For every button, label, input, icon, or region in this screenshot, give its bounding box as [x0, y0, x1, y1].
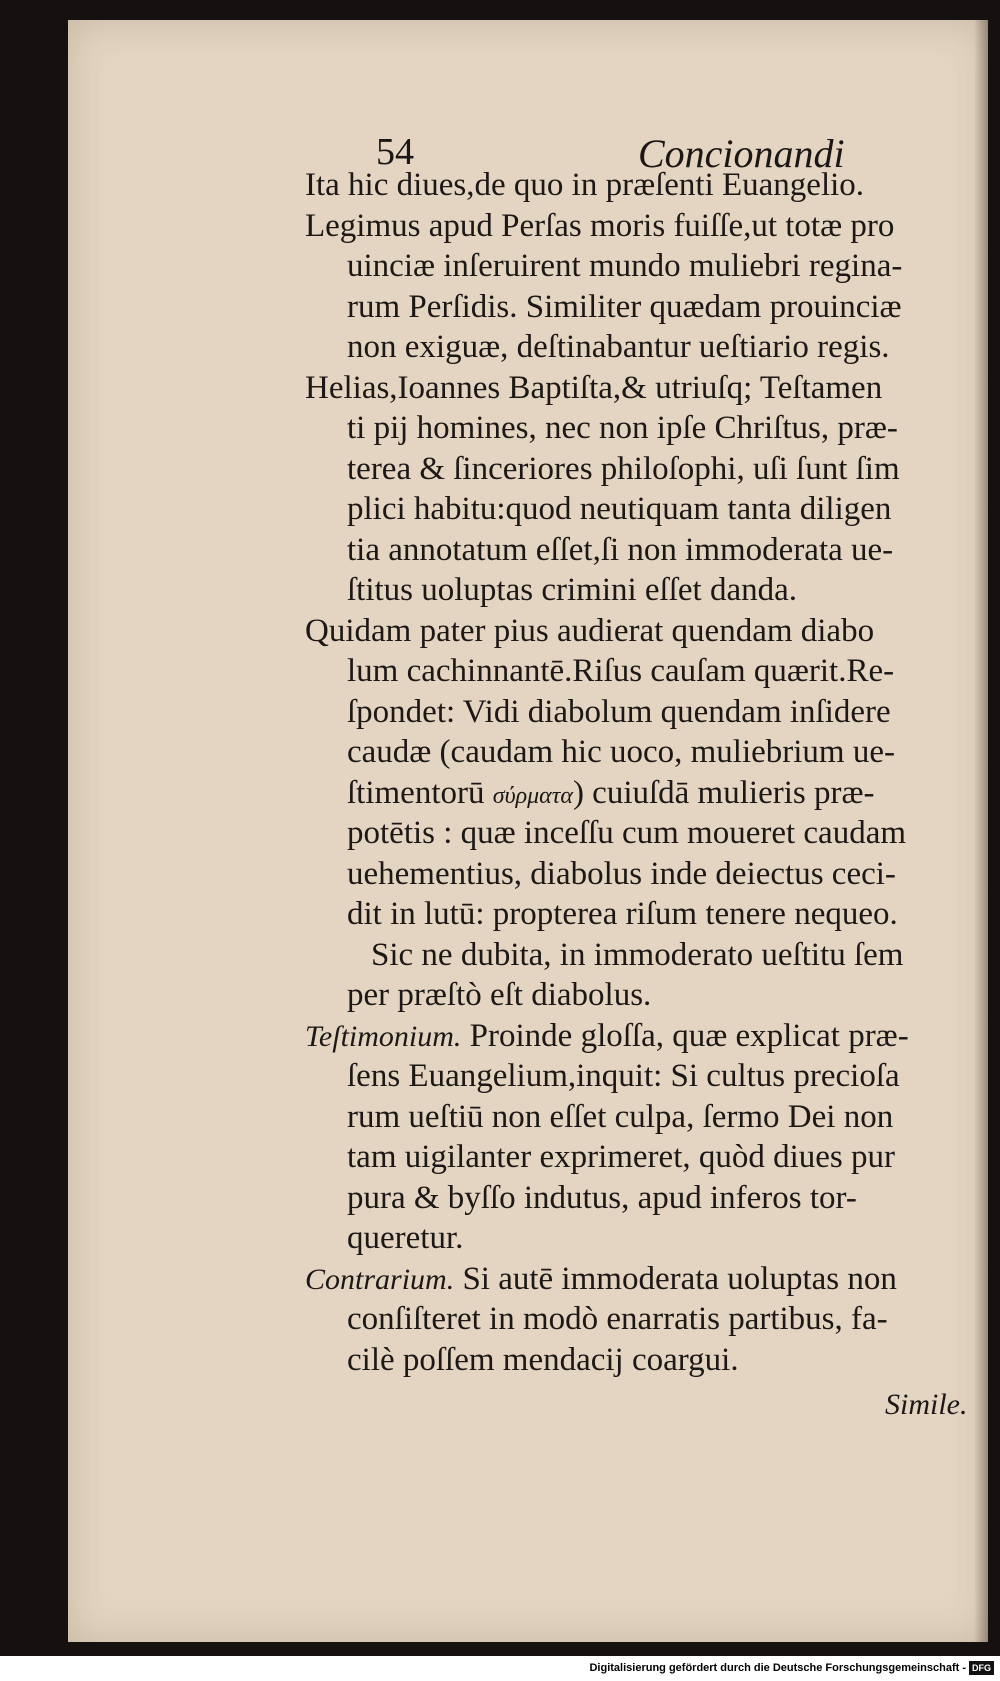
text-line: queretur.	[347, 1220, 464, 1256]
text-line: rum ueſtiū non eſſet culpa, ſermo Dei non	[347, 1098, 894, 1135]
page-number: 54	[376, 131, 414, 173]
text-line: ſpondet: Vidi diabolum quendam inſidere	[347, 693, 891, 730]
text-line: Contrarium. Si autē immoderata uoluptas non	[305, 1260, 897, 1297]
catchword: Simile.	[885, 1388, 968, 1421]
body-text	[305, 165, 995, 1380]
text-line: Teſtimonium. Proinde gloſſa, quæ explicat præ-	[305, 1017, 909, 1054]
text-line: Quidam pater pius audierat quendam diabo	[305, 612, 875, 649]
text-line: conſiſteret in modò enarratis partibus, fa-	[347, 1301, 888, 1337]
text-line: tam uigilanter exprimeret, quòd diues pur	[347, 1139, 896, 1175]
text-line: Ita hic diues,de quo in præſenti Euangelio.	[305, 167, 865, 203]
text-line: Sic ne dubita, in immoderato ueſtitu ſem	[371, 936, 904, 973]
text-line: dit in lutū: propterea riſum tenere nequeo.	[347, 896, 898, 932]
text-line: potētis : quæ inceſſu cum moueret caudam	[347, 815, 907, 851]
footer-credit: Digitalisierung gefördert durch die Deutsche Forschungsgemeinschaft -	[589, 1662, 966, 1674]
text-line: Helias,Ioannes Baptiſta,& utriuſq; Teſtamen	[305, 369, 883, 406]
text-line: tia annotatum eſſet,ſi non immoderata ue-	[347, 531, 894, 568]
text-line: uehementius, diabolus inde deiectus ceci-	[347, 855, 896, 892]
text-line: terea & ſinceriores philoſophi, uſi ſunt ſim	[347, 450, 900, 487]
text-line: caudæ (caudam hic uoco, muliebrium ue-	[347, 734, 895, 770]
marginal-note: Teſtimonium.	[305, 1019, 462, 1053]
text-line: ſtitus uoluptas crimini eſſet danda.	[347, 572, 797, 608]
greek-word: σύρματα	[492, 782, 573, 809]
text-line: cilè poſſem mendacij coargui.	[347, 1341, 739, 1378]
text-line: rum Perſidis. Similiter quædam prouinciæ	[347, 288, 902, 325]
footer-bar	[0, 1656, 1000, 1681]
text-line: uinciæ inſeruirent mundo muliebri regina-	[347, 248, 903, 284]
text-line: ſtimentorū σύρματα) cuiuſdā mulieris præ-	[347, 774, 875, 811]
text-line: Legimus apud Perſas moris fuiſſe,ut totæ pro	[305, 207, 895, 244]
text-line: ſens Euangelium,inquit: Si cultus precioſa	[347, 1058, 900, 1094]
marginal-note: Contrarium.	[305, 1262, 455, 1296]
text-line: ti pij homines, nec non ipſe Chriſtus, præ-	[347, 410, 898, 446]
dfg-logo-icon: DFG	[969, 1661, 994, 1675]
text-line: plici habitu:quod neutiquam tanta diligen	[347, 491, 892, 527]
text-line: per præſtò eſt diabolus.	[347, 977, 652, 1013]
text-line: lum cachinnantē.Riſus cauſam quærit.Re-	[347, 653, 895, 689]
text-line: non exiguæ, deſtinabantur ueſtiario regis.	[347, 329, 890, 365]
text-line: pura & byſſo indutus, apud inferos tor-	[347, 1179, 857, 1216]
running-head: Concionandi	[638, 131, 845, 176]
